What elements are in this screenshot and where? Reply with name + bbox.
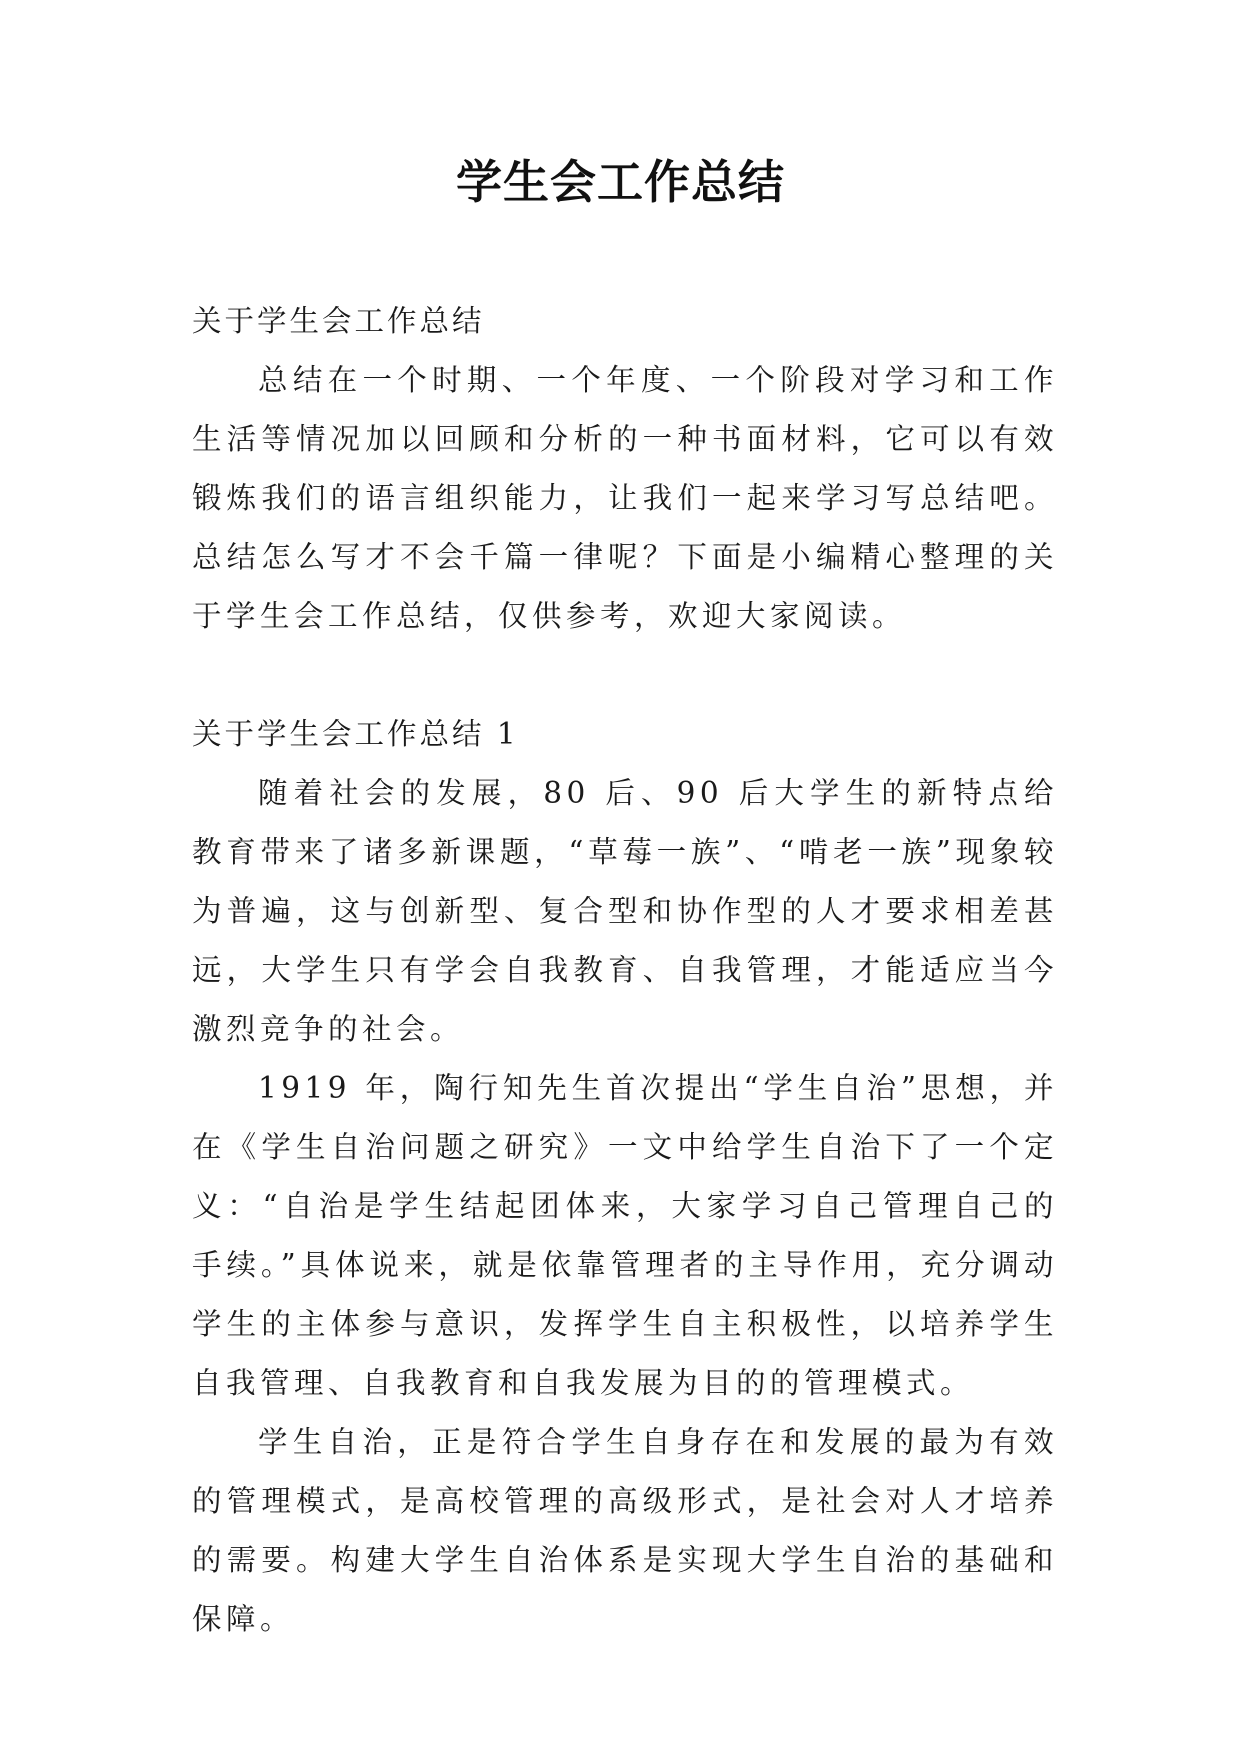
section-1-paragraph-2: 1919 年，陶行知先生首次提出“学生自治”思想，并在《学生自治问题之研究》一文中给学生自治下了一个定义：“自治是学生结起团体来，大家学习自己管理自己的手续。”具体说来，就是依靠管理者的主导作用，充分调动学生的主体参与意识，发挥学生自主积极性，以培养学生自我管理、自我教育和自我发展为目的的管理模式。 <box>192 1071 1058 1400</box>
intro-heading: 关于学生会工作总结 <box>192 304 485 338</box>
document-body <box>192 292 1058 1649</box>
section-1-paragraph-1: 随着社会的发展，80 后、90 后大学生的新特点给教育带来了诸多新课题，“草莓一族”、“啃老一族”现象较为普遍，这与创新型、复合型和协作型的人才要求相差甚远，大学生只有学会自我教育、自我管理，才能适应当今激烈竞争的社会。 <box>192 776 1058 1046</box>
document-title: 学生会工作总结 <box>456 155 785 209</box>
section-1-paragraph-3: 学生自治，正是符合学生自身存在和发展的最为有效的管理模式，是高校管理的高级形式，是社会对人才培养的需要。构建大学生自治体系是实现大学生自治的基础和保障。 <box>192 1425 1058 1636</box>
intro-paragraph: 总结在一个时期、一个年度、一个阶段对学习和工作生活等情况加以回顾和分析的一种书面材料，它可以有效锻炼我们的语言组织能力，让我们一起来学习写总结吧。总结怎么写才不会千篇一律呢？下面是小编精心整理的关于学生会工作总结，仅供参考，欢迎大家阅读。 <box>192 363 1058 633</box>
section-spacer <box>192 646 1058 705</box>
section-1-heading: 关于学生会工作总结 1 <box>192 717 519 751</box>
